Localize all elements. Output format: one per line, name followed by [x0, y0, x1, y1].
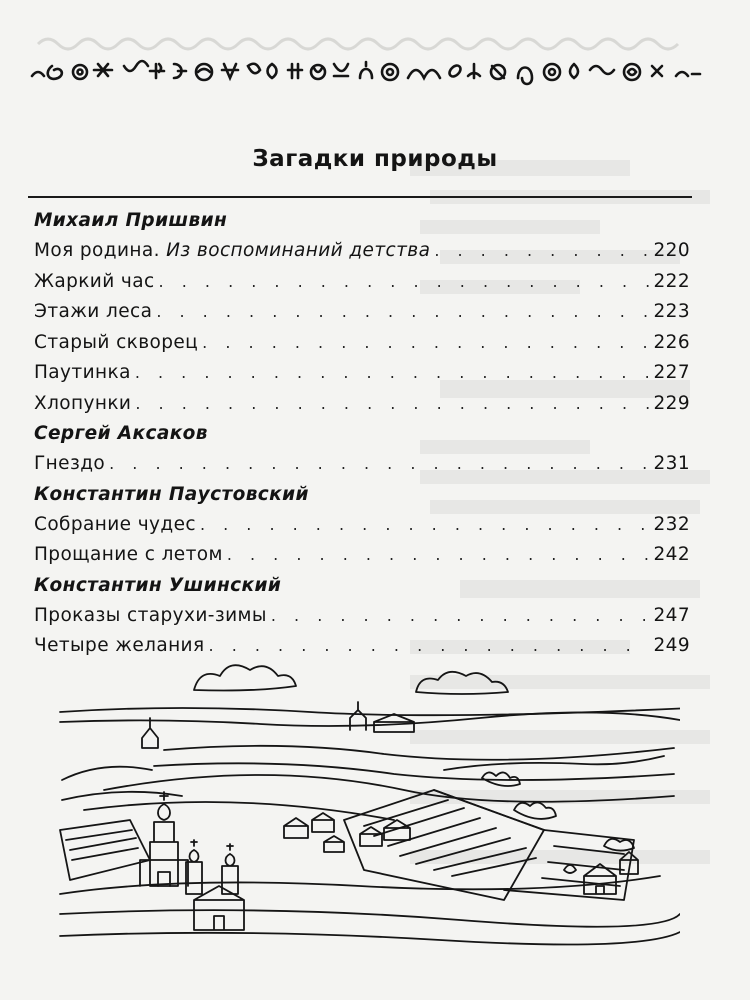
author-heading: Сергей Аксаков: [34, 423, 208, 444]
author-heading: Михаил Пришвин: [34, 210, 228, 231]
entry-title: [34, 236, 434, 267]
section-title: Загадки природы: [252, 146, 498, 172]
landscape-illustration: [44, 650, 680, 950]
entry-title: Хлопунки: [34, 392, 132, 414]
page-number: 242: [653, 544, 690, 565]
entry-title: Прощание с летом: [34, 544, 223, 565]
toc-entry: [34, 510, 690, 541]
entry-title: Проказы старухи-зимы: [34, 604, 267, 626]
page-number: 231: [653, 453, 690, 474]
leader-dots: [271, 601, 651, 632]
page-number: 223: [653, 301, 690, 322]
toc-entry: [34, 328, 690, 359]
leader-dots: [135, 389, 650, 420]
entry-title-text: Моя родина.: [34, 240, 167, 261]
page-number: 247: [653, 604, 690, 626]
page-number: 229: [653, 392, 690, 414]
entry-title: Четыре желания: [34, 635, 205, 656]
toc-entry: [34, 236, 690, 267]
leader-dots: [200, 510, 651, 541]
entry-title: Гнездо: [34, 453, 106, 474]
entry-title: Жаркий час: [34, 270, 155, 292]
page-number: 226: [653, 331, 690, 353]
page-number: 227: [653, 362, 690, 383]
author-heading: Константин Паустовский: [34, 483, 309, 505]
title-underline: [28, 196, 692, 198]
entry-title: Паутинка: [34, 362, 131, 383]
leader-dots: [159, 267, 651, 298]
leader-dots: [135, 358, 651, 389]
toc-entry: [34, 267, 690, 298]
leader-dots: [109, 449, 650, 480]
ornament-border: [28, 30, 704, 92]
page-number: 232: [653, 513, 690, 535]
toc-entry: [34, 297, 690, 328]
leader-dots: [156, 297, 650, 328]
entry-title: Этажи леса: [34, 301, 153, 322]
page-number: 249: [653, 635, 690, 656]
leader-dots: [434, 236, 650, 267]
toc-entry: [34, 449, 690, 480]
table-of-contents: [34, 206, 690, 662]
entry-subtitle: Из воспоминаний детства: [166, 240, 431, 261]
author-heading: Константин Ушинский: [34, 574, 282, 596]
entry-title: Старый скворец: [34, 331, 199, 353]
leader-dots: [227, 540, 651, 571]
toc-entry: [34, 389, 690, 420]
page-number: 222: [653, 270, 690, 292]
entry-title: Собрание чудес: [34, 513, 196, 535]
leader-dots: [202, 328, 650, 359]
toc-entry: [34, 358, 690, 389]
toc-entry: [34, 540, 690, 571]
toc-entry: [34, 601, 690, 632]
page-number: 220: [653, 240, 690, 261]
